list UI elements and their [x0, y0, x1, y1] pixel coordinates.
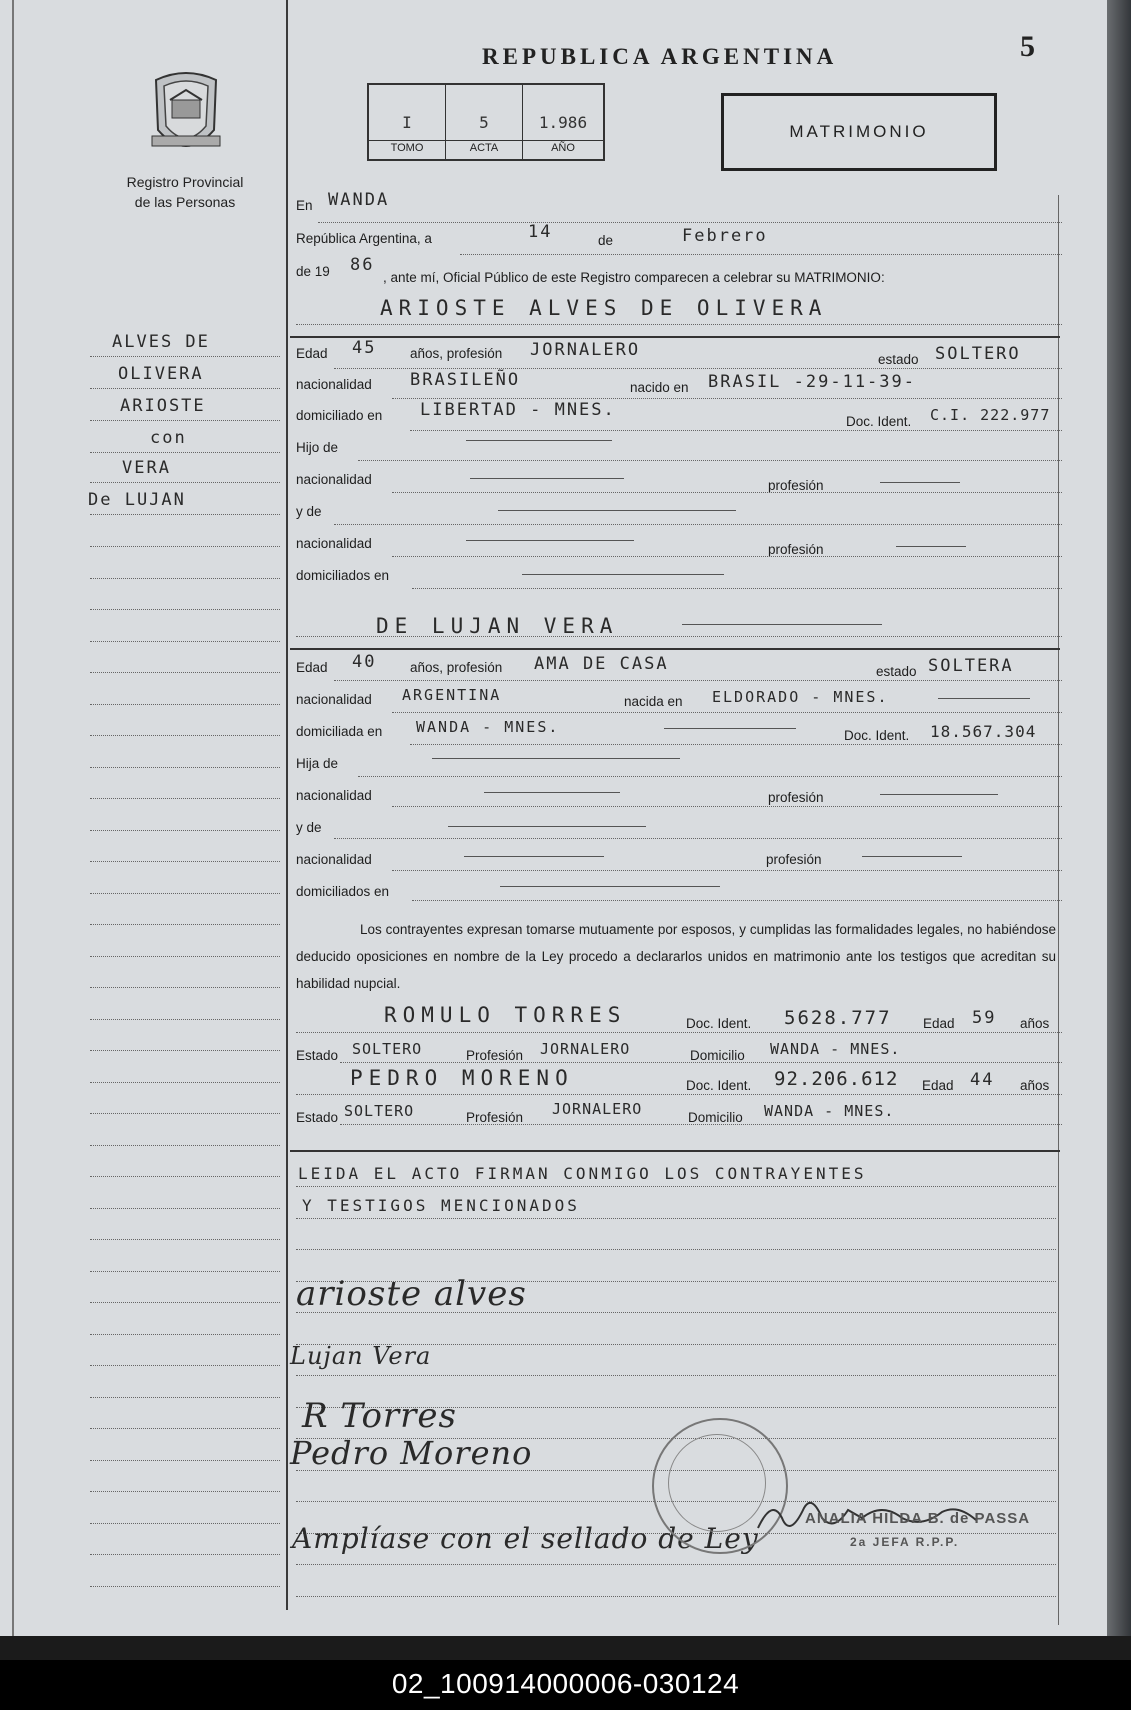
blank-line: [938, 698, 1030, 699]
witness-2-anos-label: años: [1020, 1078, 1050, 1093]
signature-rule: [296, 1186, 1056, 1187]
margin-rule: [90, 1554, 280, 1555]
witness-1-estado-label: Estado: [296, 1048, 339, 1063]
witness-1-profession: JORNALERO: [540, 1040, 631, 1058]
place-value: WANDA: [328, 190, 390, 210]
husband-section-rule: [290, 336, 1060, 338]
husband-domicile: LIBERTAD - MNES.: [420, 400, 616, 420]
blank-line: [464, 856, 604, 857]
signature-rule: [296, 1218, 1056, 1219]
witness-2-doc: 92.206.612: [774, 1068, 899, 1090]
rule: [392, 712, 1062, 713]
rule: [334, 524, 1062, 525]
rule: [410, 430, 1062, 431]
registry-name: [100, 172, 270, 212]
tomo-label: TOMO: [369, 140, 445, 154]
rule: [296, 1032, 1062, 1033]
record-type-box: [721, 93, 997, 171]
wife-age: 40: [352, 652, 377, 672]
blank-line: [682, 624, 882, 625]
blank-line: [880, 482, 960, 483]
signature-rule: [296, 1249, 1056, 1250]
margin-note: De LUJAN: [88, 490, 186, 510]
husband-domiciliado-label: domiciliado en: [296, 408, 383, 423]
wife-father-profesion-label: profesión: [768, 790, 824, 805]
margin-rule: [90, 1491, 280, 1492]
margin-rule: [90, 1176, 280, 1177]
husband-nacido-label: nacido en: [630, 380, 689, 395]
margin-divider: [286, 0, 288, 1610]
signature-rule: [296, 1564, 1056, 1565]
margin-rule: [90, 482, 280, 483]
rule: [340, 1124, 1062, 1125]
witness-1-doc: 5628.777: [784, 1007, 892, 1029]
margin-rule: [90, 356, 280, 357]
wife-father-nacionalidad-label: nacionalidad: [296, 788, 372, 803]
rule: [334, 838, 1062, 839]
margin-rule: [90, 641, 280, 642]
margin-rule: [90, 1082, 280, 1083]
blank-line: [498, 510, 736, 511]
husband-y-de-label: y de: [296, 504, 322, 519]
margin-rule: [90, 798, 280, 799]
witness-1-estado: SOLTERO: [352, 1040, 423, 1058]
rule: [318, 222, 1062, 223]
margin-rule: [90, 830, 280, 831]
margin-rule: [90, 987, 280, 988]
margin-rule: [90, 1145, 280, 1146]
record-type: MATRIMONIO: [789, 122, 929, 141]
margin-note: ALVES DE: [112, 332, 210, 352]
margin-rule: [90, 704, 280, 705]
husband-nationality: BRASILEÑO: [410, 370, 521, 390]
margin-rule: [90, 1586, 280, 1587]
margin-rule: [90, 1428, 280, 1429]
blank-line: [522, 574, 724, 575]
witness-2-doc-label: Doc. Ident.: [686, 1078, 752, 1093]
witness-1-anos-label: años: [1020, 1016, 1050, 1031]
blank-line: [664, 728, 796, 729]
margin-rule: [90, 1050, 280, 1051]
witness-2-name: PEDRO MORENO: [350, 1066, 574, 1090]
en-label: En: [296, 198, 313, 213]
witness-1-name: ROMULO TORRES: [384, 1003, 627, 1027]
day-value: 14: [528, 222, 553, 242]
signature-wife: Lujan Vera: [290, 1342, 432, 1370]
blank-line: [432, 758, 680, 759]
husband-nacionalidad-label: nacionalidad: [296, 377, 372, 392]
wife-y-de-label: y de: [296, 820, 322, 835]
tomo-cell: [369, 85, 446, 159]
signature-witness-1: R Torres: [302, 1396, 457, 1436]
rule: [358, 776, 1062, 777]
blank-line: [466, 540, 634, 541]
declaration-text: Los contrayentes expresan tomarse mutuamente por esposos, y cumplidas las formalidades legales, no habiéndose deducido oposiciones en nombre de la Ley procedo a declararlos unidos en matrimonio ante los testigos que acreditan su habilidad nupcial.: [296, 922, 1056, 991]
margin-rule: [90, 452, 280, 453]
wife-birthplace: ELDORADO - MNES.: [712, 688, 889, 706]
witness-1-age: 59: [972, 1008, 997, 1028]
wife-nacida-label: nacida en: [624, 694, 683, 709]
witness-2-estado-label: Estado: [296, 1110, 339, 1125]
wife-edad-label: Edad: [296, 660, 328, 675]
margin-rule: [90, 1208, 280, 1209]
wife-profession: AMA DE CASA: [534, 654, 669, 674]
husband-doc-label: Doc. Ident.: [846, 414, 912, 429]
margin-rule: [90, 546, 280, 547]
footer-bar: [0, 1660, 1131, 1710]
signature-section-rule: [290, 1150, 1060, 1152]
husband-father-nacionalidad-label: nacionalidad: [296, 472, 372, 487]
wife-domicile: WANDA - MNES.: [416, 718, 560, 736]
witness-2-edad-label: Edad: [922, 1078, 954, 1093]
husband-doc: C.I. 222.977: [930, 406, 1051, 424]
husband-birthplace: BRASIL -29-11-39-: [708, 372, 916, 392]
wife-section-rule: [290, 648, 1060, 650]
acta-value: 5: [479, 113, 489, 132]
anio-label: AÑO: [523, 140, 603, 154]
wife-nationality: ARGENTINA: [402, 686, 502, 704]
wife-estado: SOLTERA: [928, 656, 1014, 676]
year-prefix: de 19: [296, 264, 330, 279]
margin-rule: [90, 1523, 280, 1524]
witness-2-domicilio-label: Domicilio: [688, 1110, 743, 1125]
wife-name: DE LUJAN VERA: [376, 614, 619, 638]
blank-line: [466, 440, 612, 441]
rule: [296, 636, 1062, 637]
signature-husband: arioste alves: [296, 1274, 527, 1314]
wife-domiciliada-label: domiciliada en: [296, 724, 383, 739]
rule: [410, 744, 1062, 745]
margin-rule: [90, 1271, 280, 1272]
husband-mother-profesion-label: profesión: [768, 542, 824, 557]
rule: [392, 556, 1062, 557]
wife-doc: 18.567.304: [930, 722, 1037, 741]
rule: [334, 368, 1062, 369]
rule: [392, 398, 1062, 399]
registry-line-1: Registro Provincial: [126, 174, 244, 190]
margin-rule: [90, 609, 280, 610]
margin-rule: [90, 1302, 280, 1303]
margin-rule: [90, 1334, 280, 1335]
rule: [340, 1062, 1062, 1063]
margin-rule: [90, 956, 280, 957]
blank-line: [448, 826, 646, 827]
husband-profession: JORNALERO: [530, 340, 641, 360]
wife-doc-label: Doc. Ident.: [844, 728, 910, 743]
husband-mother-nacionalidad-label: nacionalidad: [296, 536, 372, 551]
rule: [412, 588, 1062, 589]
rule: [358, 460, 1062, 461]
margin-rule: [90, 672, 280, 673]
witness-2-profesion-label: Profesión: [466, 1110, 524, 1125]
witness-1-profesion-label: Profesión: [466, 1048, 524, 1063]
husband-name: ARIOSTE ALVES DE OLIVERA: [380, 296, 828, 320]
margin-rule: [90, 1397, 280, 1398]
acta-label: ACTA: [446, 140, 522, 154]
signature-rule: [296, 1375, 1056, 1376]
book-spine-shadow: [1107, 0, 1131, 1636]
wife-mother-nacionalidad-label: nacionalidad: [296, 852, 372, 867]
form-right-border: [1058, 195, 1059, 1625]
witness-2-profession: JORNALERO: [552, 1100, 643, 1118]
republica-label: República Argentina, a: [296, 231, 432, 246]
rule: [460, 254, 1062, 255]
tomo-acta-box: [367, 83, 605, 161]
husband-hijo-label: Hijo de: [296, 440, 339, 455]
rule: [412, 900, 1062, 901]
country-heading: REPUBLICA ARGENTINA: [482, 44, 838, 69]
margin-rule: [90, 735, 280, 736]
provincial-seal-icon: [148, 70, 224, 158]
official-stamp-name: ANALIA HILDA B. de PASSA: [805, 1510, 1031, 1527]
document-id: 02_100914000006-030124: [391, 1668, 740, 1699]
husband-estado: SOLTERO: [935, 344, 1021, 364]
rule: [296, 324, 1062, 325]
margin-rule: [90, 1365, 280, 1366]
witness-2-domicile: WANDA - MNES.: [764, 1102, 895, 1120]
wife-hija-label: Hija de: [296, 756, 339, 771]
blank-line: [484, 792, 620, 793]
registry-line-2: de las Personas: [134, 194, 236, 210]
tomo-value: I: [402, 113, 412, 132]
rule: [296, 1094, 1062, 1095]
husband-age: 45: [352, 338, 377, 358]
closing-line-1: LEIDA EL ACTO FIRMAN CONMIGO LOS CONTRAYENTES: [298, 1164, 867, 1183]
year-value: 86: [350, 255, 375, 275]
signature-witness-2: Pedro Moreno: [290, 1434, 533, 1472]
margin-rule: [90, 1239, 280, 1240]
husband-estado-label: estado: [878, 352, 919, 367]
witness-2-age: 44: [970, 1070, 995, 1090]
margin-note: con: [150, 428, 187, 448]
wife-mother-profesion-label: profesión: [766, 852, 822, 867]
anio-cell: [523, 85, 603, 159]
margin-note: OLIVERA: [118, 364, 204, 384]
blank-line: [896, 546, 966, 547]
month-value: Febrero: [682, 226, 768, 246]
wife-domiciliados-label: domiciliados en: [296, 884, 390, 899]
margin-rule: [90, 1019, 280, 1020]
amplíase-note: Amplíase con el sellado de Ley: [292, 1522, 759, 1555]
blank-line: [470, 478, 624, 479]
blank-line: [500, 886, 720, 887]
de-label: de: [598, 233, 614, 248]
wife-estado-label: estado: [876, 664, 917, 679]
husband-domiciliados-label: domiciliados en: [296, 568, 390, 583]
margin-rule: [90, 514, 280, 515]
wife-nacionalidad-label: nacionalidad: [296, 692, 372, 707]
margin-rule: [90, 1460, 280, 1461]
margin-rule: [90, 578, 280, 579]
margin-note: ARIOSTE: [120, 396, 206, 416]
margin-rule: [90, 861, 280, 862]
margin-rule: [90, 767, 280, 768]
blank-line: [862, 856, 962, 857]
comparecen-text: , ante mí, Oficial Público de este Registro comparecen a celebrar su MATRIMONIO:: [383, 270, 885, 285]
witness-1-domicile: WANDA - MNES.: [770, 1040, 901, 1058]
signature-rule: [296, 1596, 1056, 1597]
official-stamp-title: 2a JEFA R.P.P.: [850, 1535, 960, 1549]
husband-father-profesion-label: profesión: [768, 478, 824, 493]
blank-line: [880, 794, 998, 795]
witness-2-estado: SOLTERO: [344, 1102, 415, 1120]
margin-rule: [90, 388, 280, 389]
page-left-border: [12, 0, 14, 1636]
wife-profesion-label: años, profesión: [410, 660, 503, 675]
margin-note: VERA: [122, 458, 171, 478]
closing-line-2: Y TESTIGOS MENCIONADOS: [302, 1196, 580, 1215]
rule: [392, 492, 1062, 493]
husband-edad-label: Edad: [296, 346, 328, 361]
witness-1-edad-label: Edad: [923, 1016, 955, 1031]
husband-profesion-label: años, profesión: [410, 346, 503, 361]
acta-cell: [446, 85, 523, 159]
margin-rule: [90, 893, 280, 894]
witness-1-domicilio-label: Domicilio: [690, 1048, 745, 1063]
witness-1-doc-label: Doc. Ident.: [686, 1016, 752, 1031]
margin-rule: [90, 1113, 280, 1114]
rule: [392, 806, 1062, 807]
anio-value: 1.986: [538, 113, 588, 132]
margin-rule: [90, 420, 280, 421]
rule: [334, 680, 1062, 681]
margin-rule: [90, 924, 280, 925]
page-number: 5: [1020, 30, 1035, 63]
rule: [392, 870, 1062, 871]
